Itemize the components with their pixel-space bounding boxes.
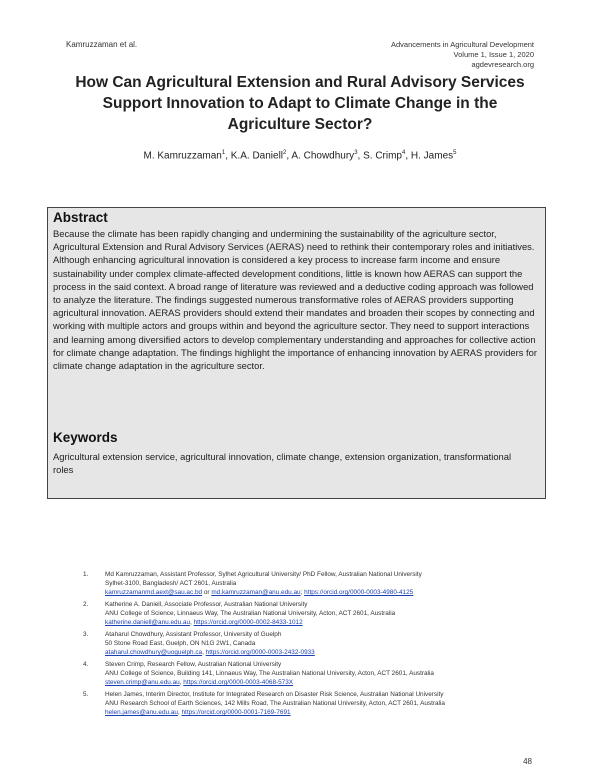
journal-name: Advancements in Agricultural Development — [391, 40, 534, 49]
footnote-link[interactable]: md.kamruzzaman@anu.edu.au — [211, 589, 301, 596]
footnote-line — [105, 630, 555, 639]
footnote-text: ; — [300, 589, 305, 596]
footnote-line — [105, 699, 555, 708]
footnote-number: 4. — [83, 661, 89, 668]
footnote-line — [105, 660, 555, 669]
paper-title: How Can Agricultural Extension and Rural Advisory Services Support Innovation to Adapt to Climate Change in the Agriculture Sector? — [75, 74, 525, 133]
footnote-text: ANU College of Science, Linnaeus Way, The Australian National University, Acton, ACT 2601, Australia — [105, 610, 396, 617]
author-name: A. Chowdhury — [291, 150, 355, 162]
footnote-item — [83, 570, 555, 597]
author-name: M. Kamruzzaman — [143, 150, 222, 162]
footnote-link[interactable]: steven.crimp@anu.edu.au — [105, 679, 180, 686]
footnote-text: , — [179, 679, 184, 686]
journal-volume: Volume 1, Issue 1, 2020 — [453, 50, 534, 59]
footnote-text: , — [177, 709, 182, 716]
footnote-text: Ataharul Chowdhury, Assistant Professor, University of Guelph — [105, 631, 282, 638]
author-affiliation-marker: 1 — [221, 150, 226, 156]
footnote-number: 2. — [83, 601, 89, 608]
keywords-heading: Keywords — [53, 430, 118, 445]
footnote-item — [83, 600, 555, 627]
footnote-link[interactable]: https://orcid.org/0000-0003-4068-573X — [183, 679, 294, 686]
abstract-heading: Abstract — [53, 210, 108, 225]
footnote-text: Helen James, Interim Director, Institute for Integrated Research on Disaster Risk Science, Australian National University — [105, 691, 444, 698]
footnote-text: Katherine A. Daniell, Associate Professor, Australian National University — [105, 601, 308, 608]
footnote-text: Sylhet-3100, Bangladesh/ ACT 2601, Australia — [105, 580, 237, 587]
footnote-link[interactable]: https://orcid.org/0000-0003-4980-4125 — [304, 589, 414, 596]
footnote-line — [105, 609, 555, 618]
footnote-number: 3. — [83, 631, 89, 638]
footnote-text: ANU College of Science, Building 141, Linnaeus Way, The Australian National University, Acton, ACT 2601, Australia — [105, 670, 434, 677]
author-name: H. James — [410, 150, 454, 162]
author-name: K.A. Daniell — [230, 150, 284, 162]
footnotes — [83, 570, 555, 720]
footnote-link[interactable]: helen.james@anu.edu.au — [105, 709, 178, 716]
footnote-number: 5. — [83, 691, 89, 698]
footnote-line — [105, 618, 555, 627]
author-list: M. Kamruzzaman$^1$, K.A. Daniell$^2$, A. Chowdhury$^3$, S. Crimp$^4$, H. James$^5$ — [143, 150, 457, 162]
footnote-line — [105, 708, 555, 717]
footnote-line — [105, 648, 555, 657]
footnote-link[interactable]: katherine.daniell@anu.edu.au — [105, 619, 191, 626]
page-number: 48 — [523, 757, 532, 766]
footnote-line — [105, 678, 555, 687]
footnote-text: , — [190, 619, 194, 626]
footnote-text: Steven Crimp, Research Fellow, Australian National University — [105, 661, 282, 668]
author-affiliation-marker: 3 — [354, 150, 358, 156]
abstract-text: Because the climate has been rapidly changing and undermining the sustainability of the agriculture sector, Agricultural Extension and Rural Advisory Services (AERAS) need to rethink their contemporary roles and initiatives. Although enhancing agricultural innovation is considered a key process to increase farm income and ensure sustainability under complex climate-affected development conditions, little is known how AERAS can support the process in the said context. A broad range of literature was reviewed and a deductive coding approach was followed to analyze the literature. The findings suggested numerous transformative roles of AERAS providers supporting agricultural innovation. AERAS providers should extend their mandates and broaden their scopes by connecting and working with multiple actors and groups within and beyond the agriculture sector. They need to support interactions and learning among diversified actors to develop complementary understanding and approaches for collective action for climate change adaptation. The findings highlight the importance of enhancing innovation by AERAS providers for climate change adaptation in the agriculture sector. — [53, 228, 537, 372]
footnote-text: 50 Stone Road East, Guelph, ON N1G 2W1, Canada — [105, 640, 256, 647]
footnote-item — [83, 690, 555, 717]
footnote-line — [105, 588, 555, 597]
footnote-link[interactable]: https://orcid.org/0000-0002-8433-1012 — [193, 619, 303, 626]
footnote-line — [105, 669, 555, 678]
footnote-line — [105, 579, 555, 588]
running-header-authors: Kamruzzaman et al. — [66, 40, 138, 49]
footnote-number: 1. — [83, 571, 89, 578]
author-affiliation-marker: 2 — [283, 150, 287, 156]
footnote-line — [105, 600, 555, 609]
author-affiliation-marker: 5 — [453, 150, 457, 156]
footnote-text: Md Kamruzzaman, Assistant Professor, Sylhet Agricultural University/ PhD Fellow, Australian National University — [105, 571, 422, 578]
footnote-link[interactable]: ataharul.chowdhury@uoguelph.ca — [105, 649, 203, 656]
footnote-link[interactable]: kamruzzamanmd.aext@sau.ac.bd — [105, 589, 203, 596]
author-affiliation-marker: 4 — [402, 150, 406, 156]
footnote-line — [105, 690, 555, 699]
footnote-text: , — [202, 649, 206, 656]
footnote-line — [105, 639, 555, 648]
footnote-link[interactable]: https://orcid.org/0000-0001-7169-7691 — [181, 709, 291, 716]
footnote-text: ANU Research School of Earth Sciences, 142 Mills Road, The Australian National University, Acton, ACT 2601, Australia — [105, 700, 445, 707]
author-name: S. Crimp — [363, 150, 402, 162]
footnote-line — [105, 570, 555, 579]
keywords-text: Agricultural extension service, agricultural innovation, climate change, extension organization, transformational roles — [53, 451, 512, 476]
running-header-journal — [391, 40, 534, 70]
footnote-text: or — [202, 589, 212, 596]
footnote-item — [83, 630, 555, 657]
journal-site: agdevresearch.org — [471, 60, 534, 69]
footnote-item — [83, 660, 555, 687]
footnote-link[interactable]: https://orcid.org/0000-0003-2432-0933 — [205, 649, 315, 656]
